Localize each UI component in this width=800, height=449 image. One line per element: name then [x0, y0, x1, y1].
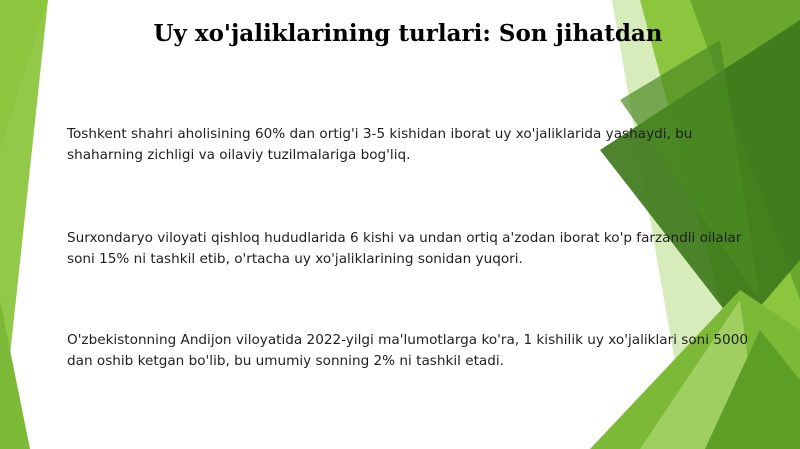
- slide-title: Uy xo'jaliklarining turlari: Son jihatdan: [153, 20, 663, 47]
- paragraph-andijon: O'zbekistonning Andijon viloyatida 2022-yilgi ma'lumotlarga ko'ra, 1 kishilik uy xo'jaliklari soni 5000 dan oshib ketgan bo'lib, bu umumiy sonning 2% ni tashkil etadi.: [67, 332, 748, 369]
- paragraph-surxondaryo: Surxondaryo viloyati qishloq hududlarida 6 kishi va undan ortiq a'zodan iborat ko'p farzandli oilalar soni 15% ni tashkil etib, o'rtacha uy xo'jaliklarining sonidan yuqori.: [67, 230, 742, 267]
- paragraph-tashkent: Toshkent shahri aholisining 60% dan ortig'i 3-5 kishidan iborat uy xo'jaliklarida yashaydi, bu shaharning zichligi va oilaviy tuzilmalariga bog'liq.: [67, 126, 693, 163]
- left-green-shape-bottom: [0, 300, 30, 449]
